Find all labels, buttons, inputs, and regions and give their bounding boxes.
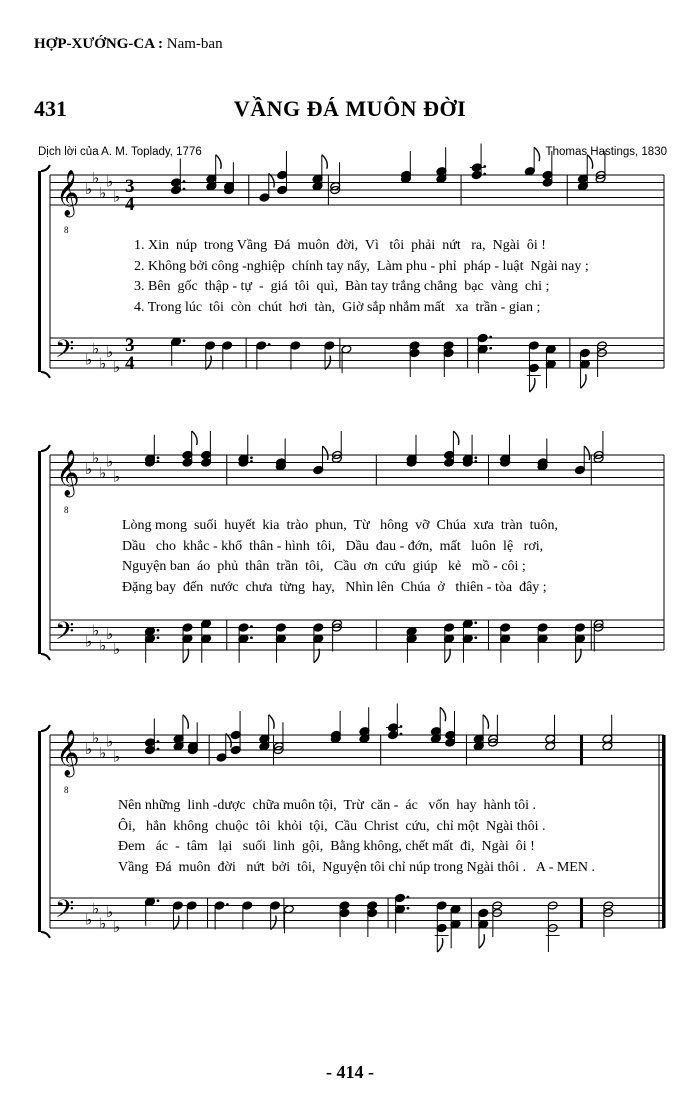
note-flag	[587, 155, 592, 169]
lyric-line: Nguyện ban áo phủ thân trần tôi, Cầu ơn cứu giúp kẻ mồ - côi ;	[122, 559, 526, 574]
dot	[157, 636, 160, 639]
note-flag	[479, 934, 484, 948]
dot	[268, 343, 271, 346]
lyric-line: Vầng Đá muôn đời nứt bởi tôi, Nguyện tôi chỉ núp trong Ngài thôi . A - MEN .	[118, 859, 595, 875]
bracket-hook	[41, 165, 50, 171]
bracket-hook	[41, 725, 50, 731]
flat-icon: ♭	[106, 172, 114, 191]
dot	[183, 339, 186, 342]
dot	[489, 347, 492, 350]
time-signature-bottom: 4	[125, 194, 135, 215]
system-bracket	[38, 731, 41, 932]
note-flag	[483, 715, 488, 729]
book-author: Nam-ban	[166, 36, 223, 52]
bass-clef-icon: 𝄢	[55, 895, 75, 930]
flat-icon: ♭	[92, 621, 100, 640]
dot	[407, 896, 410, 899]
flat-icon: ♭	[106, 732, 114, 751]
flat-icon: ♭	[113, 918, 121, 936]
dot	[157, 629, 160, 632]
flat-icon: ♭	[92, 168, 100, 187]
dot	[489, 336, 492, 339]
note-flag	[453, 431, 458, 445]
flat-icon: ♭	[113, 747, 121, 766]
flat-icon: ♭	[99, 743, 107, 762]
dot	[474, 460, 477, 463]
lyric-line: 3. Bên gốc thập - tự - giá tôi quì, Bàn tay trắng chẳng bạc vàng chi ;	[134, 279, 550, 294]
lyrics-system-1	[134, 236, 674, 318]
bracket-hook	[41, 445, 50, 451]
flat-icon: ♭	[106, 343, 114, 361]
note-flag	[269, 715, 274, 729]
lyric-line: 1. Xin núp trong Vầng Đá muôn đời, Vì tôi phải nứt ra, Ngài ôi !	[134, 238, 546, 253]
lyric-line: Nên những linh -dược chữa muôn tội, Trừ căn - ác vốn hay hành tôi .	[118, 798, 537, 813]
dot	[483, 165, 486, 168]
flat-icon: ♭	[106, 903, 114, 921]
note-flag	[271, 916, 276, 930]
bracket-hook	[41, 654, 50, 660]
note-flag	[183, 649, 188, 663]
note-flag	[323, 446, 328, 460]
note-flag	[584, 446, 589, 460]
time-signature-bottom-bass: 4	[125, 353, 135, 374]
flat-icon: ♭	[106, 625, 114, 643]
dot	[250, 636, 253, 639]
dot	[250, 625, 253, 628]
flat-icon: ♭	[85, 350, 93, 369]
note-flag	[216, 155, 221, 169]
system-bracket	[38, 451, 41, 654]
note-flag	[445, 649, 450, 663]
flat-icon: ♭	[92, 899, 100, 918]
note-flag	[440, 707, 445, 721]
note-flag	[534, 147, 539, 161]
lyric-line: 2. Không bởi công -nghiệp chính tay nẩy, Làm phu - phỉ pháp - luật Ngài nay ;	[134, 258, 589, 274]
treble-clef-icon: 𝄞	[56, 450, 80, 496]
dot	[157, 899, 160, 902]
lyric-line: Đem ác - tâm lại suối linh gội, Bằng không, chết mất đi, Ngài ôi !	[118, 839, 535, 854]
lyrics-system-3	[118, 796, 670, 878]
system-bracket	[38, 171, 41, 372]
flat-icon: ♭	[85, 632, 93, 651]
note-flag	[173, 916, 178, 930]
composer-credit: Thomas Hastings, 1830	[545, 146, 667, 158]
note-flag	[206, 356, 211, 370]
dot	[226, 903, 229, 906]
flat-icon: ♭	[113, 467, 121, 486]
flat-icon: ♭	[99, 636, 107, 655]
flat-icon: ♭	[85, 180, 93, 198]
note-flag	[322, 155, 327, 169]
bass-clef-icon: 𝄢	[55, 617, 75, 652]
flat-icon: ♭	[99, 354, 107, 373]
octave-mark-2: 8	[64, 505, 69, 515]
lyricist-credit: Dịch lời của A. M. Toplady, 1776	[38, 146, 202, 158]
double-bar-thick	[580, 898, 583, 928]
dot	[407, 907, 410, 910]
lyric-line: Dầu cho khắc - khổ thân - hình tôi, Dầu đau - đớn, mất luôn lệ rơi,	[122, 538, 544, 554]
flat-icon: ♭	[99, 914, 107, 933]
dot	[157, 460, 160, 463]
dot	[183, 180, 186, 183]
flat-icon: ♭	[99, 463, 107, 482]
treble-clef-icon: 𝄞	[56, 170, 80, 216]
flat-icon: ♭	[85, 910, 93, 929]
bracket-hook	[41, 932, 50, 938]
flat-icon: ♭	[92, 728, 100, 747]
dot	[474, 636, 477, 639]
flat-icon: ♭	[113, 640, 121, 658]
flat-icon: ♭	[92, 448, 100, 467]
note-flag	[314, 649, 319, 663]
treble-clef-icon: 𝄞	[56, 730, 80, 776]
note-flag	[183, 715, 188, 729]
dot	[483, 173, 486, 176]
bracket-hook	[41, 372, 50, 378]
lyrics-system-2	[122, 516, 670, 598]
bass-clef-icon: 𝄢	[55, 335, 75, 370]
note-flag	[576, 649, 581, 663]
flat-icon: ♭	[85, 740, 93, 758]
dot	[250, 460, 253, 463]
dot	[474, 621, 477, 624]
dot	[474, 456, 477, 459]
double-bar-thick	[580, 735, 583, 765]
lyric-line: Lòng mong suối huyết kia trào phun, Từ hông vỡ Chúa xưa tràn tuôn,	[122, 518, 559, 533]
flat-icon: ♭	[113, 358, 121, 376]
flat-icon: ♭	[85, 460, 93, 478]
time-signature-top: 3	[125, 176, 135, 197]
flat-icon: ♭	[106, 452, 114, 471]
flat-icon: ♭	[113, 187, 121, 206]
page-number: - 414 -	[326, 1062, 374, 1082]
hymn-number: 431	[34, 96, 67, 121]
lyric-line: Đặng bay đến nước chưa từng hay, Nhìn lên Chúa ở thiên - tòa đây ;	[122, 579, 547, 595]
dot	[157, 456, 160, 459]
book-title: HỢP-XƯỚNG-CA :	[34, 36, 164, 52]
dot	[400, 733, 403, 736]
dot	[400, 725, 403, 728]
octave-mark-3: 8	[64, 785, 69, 795]
dot	[157, 740, 160, 743]
note-flag	[581, 374, 586, 388]
dot	[157, 748, 160, 751]
dot	[250, 456, 253, 459]
lyric-line: Ôi, hẳn không chuộc tôi khỏi tội, Cầu Christ cứu, chỉ một Ngài thôi .	[118, 818, 546, 834]
octave-mark-1: 8	[64, 225, 69, 235]
time-signature-top-bass: 3	[125, 335, 135, 356]
flat-icon: ♭	[92, 339, 100, 358]
note-flag	[437, 938, 442, 952]
lyric-line: 4. Trong lúc tôi còn chút hơi tàn, Giờ sắp nhắm mất xa trần - gian ;	[134, 299, 541, 315]
note-flag	[529, 378, 534, 392]
hymn-title: VẦNG ĐÁ MUÔN ĐỜI	[233, 96, 467, 121]
note-flag	[269, 174, 274, 188]
flat-icon: ♭	[99, 183, 107, 202]
note-flag	[325, 356, 330, 370]
dot	[183, 188, 186, 191]
note-flag	[192, 431, 197, 445]
note-flag	[226, 734, 231, 748]
